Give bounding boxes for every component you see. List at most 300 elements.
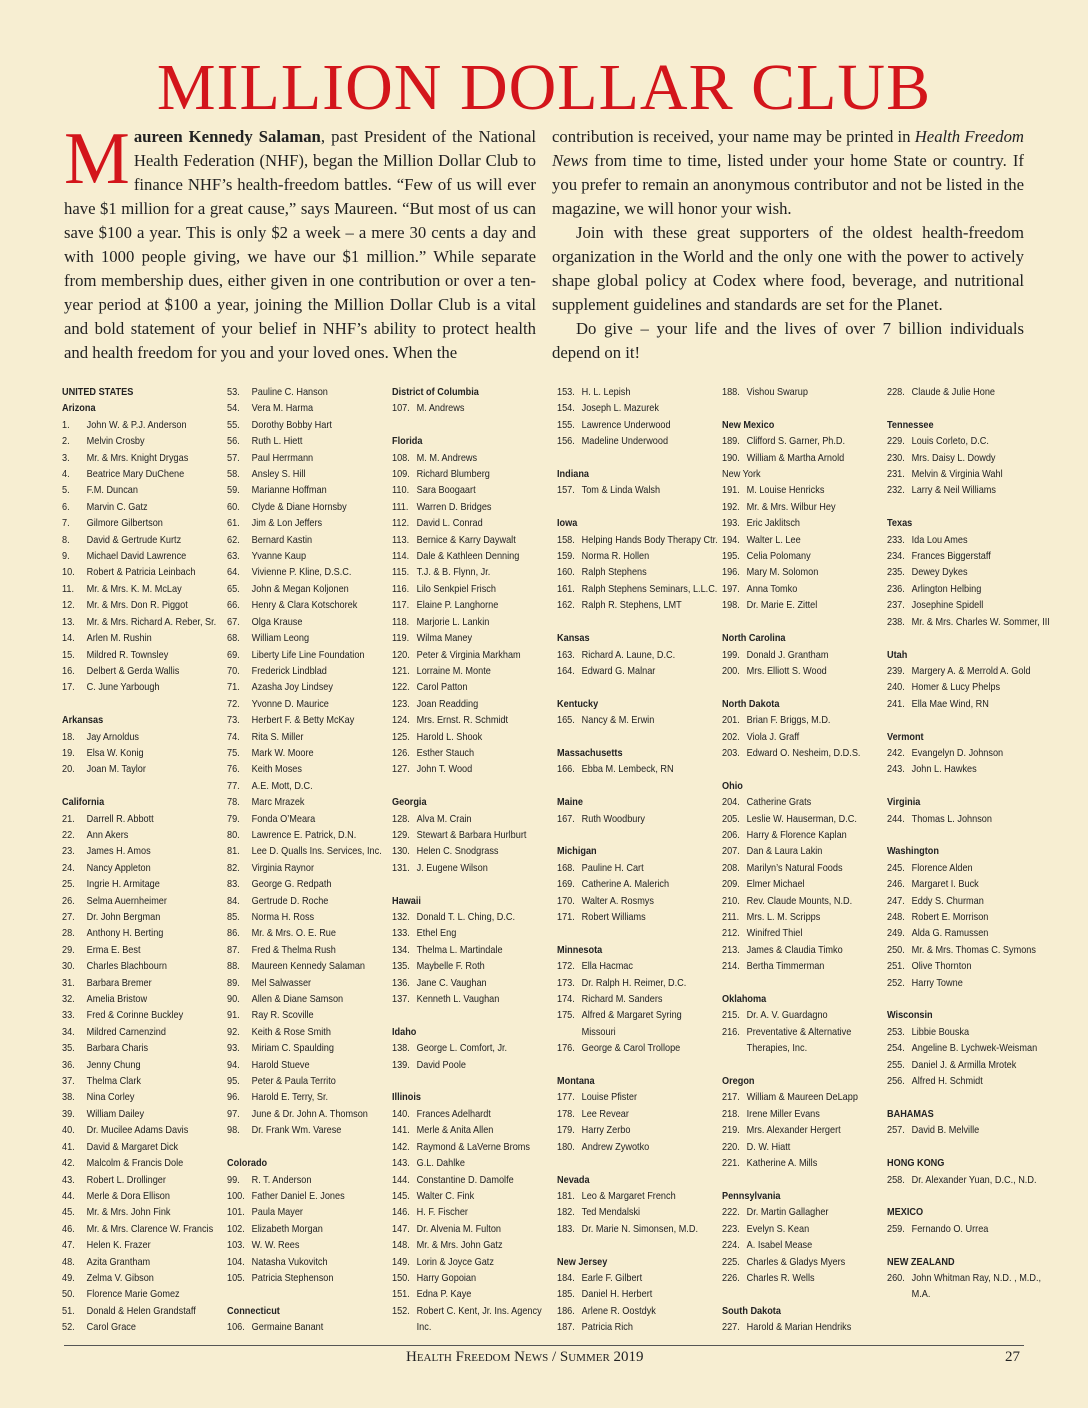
region-heading: Texas xyxy=(887,518,913,530)
entry-name: Azasha Joy Lindsey xyxy=(251,682,333,694)
member-entry xyxy=(62,516,207,532)
member-entry xyxy=(62,877,207,893)
entry-name: Jay Arnoldus xyxy=(86,731,139,743)
entry-number: 118. xyxy=(392,616,410,628)
member-entry xyxy=(392,615,537,631)
entry-name: Richard Blumberg xyxy=(416,469,490,481)
entry-number: 29. xyxy=(62,944,75,956)
footer-title: Health Freedom News / Summer 2019 xyxy=(406,1349,644,1365)
region-heading: Oklahoma xyxy=(722,994,767,1006)
entry-name: Father Daniel E. Jones xyxy=(251,1190,345,1202)
member-entry xyxy=(887,894,1032,910)
region-heading: Maine xyxy=(557,797,583,809)
member-entry xyxy=(887,861,1032,877)
member-entry xyxy=(557,910,702,926)
member-entry xyxy=(722,746,867,762)
member-entry xyxy=(227,910,372,926)
member-entry xyxy=(722,730,867,746)
entry-number: 231. xyxy=(887,469,905,481)
entry-name: Walter C. Fink xyxy=(416,1190,475,1202)
entry-number: 235. xyxy=(887,567,905,579)
entry-name: Nancy Appleton xyxy=(86,862,151,874)
region-heading: South Dakota xyxy=(722,1305,781,1317)
entry-number: 9. xyxy=(62,551,70,563)
member-column-1 xyxy=(62,385,227,1337)
member-entry xyxy=(722,1255,867,1271)
entry-number: 199. xyxy=(722,649,740,661)
entry-number: 182. xyxy=(557,1207,575,1219)
member-entry xyxy=(227,1058,372,1074)
entry-number: 63. xyxy=(227,551,240,563)
member-entry xyxy=(887,1173,1037,1189)
entry-number: 87. xyxy=(227,944,240,956)
entry-number: 242. xyxy=(887,747,905,759)
entry-name: Alfred H. Schmidt xyxy=(911,1076,983,1088)
member-entry xyxy=(227,1222,372,1238)
entry-number: 217. xyxy=(722,1092,740,1104)
entry-number: 258. xyxy=(887,1174,905,1186)
member-entry xyxy=(887,434,1032,450)
member-entry xyxy=(62,910,207,926)
region-heading: Georgia xyxy=(392,797,427,809)
entry-number: 32. xyxy=(62,994,75,1006)
intro-paragraph-2: Join with these great supporters of the oldest health-freedom organization in the World and the only one with the power to actively shape global policy at Codex where food, beverage, and nutritional supplement guidelines and standards are set for the Planet. xyxy=(552,223,1024,314)
entry-number: 1. xyxy=(62,419,70,431)
entry-number: 157. xyxy=(557,485,575,497)
member-entry-continuation: Inc. xyxy=(416,1322,432,1334)
member-entry xyxy=(722,1205,867,1221)
entry-name: Helen C. Snodgrass xyxy=(416,846,499,858)
member-column-4 xyxy=(557,385,722,1337)
entry-name: J. Eugene Wilson xyxy=(416,862,488,874)
entry-number: 207. xyxy=(722,846,740,858)
member-entry xyxy=(227,549,372,565)
member-entry xyxy=(227,894,372,910)
entry-number: 16. xyxy=(62,665,75,677)
member-entry xyxy=(227,648,372,664)
member-entry xyxy=(227,959,372,975)
member-entry xyxy=(392,1058,537,1074)
member-entry xyxy=(392,992,537,1008)
entry-number: 77. xyxy=(227,780,240,792)
member-entry xyxy=(62,861,207,877)
member-entry xyxy=(557,1008,702,1024)
entry-name: Margery A. & Merrold A. Gold xyxy=(911,665,1031,677)
entry-number: 250. xyxy=(887,944,905,956)
entry-number: 171. xyxy=(557,912,575,923)
entry-name: Earle F. Gilbert xyxy=(581,1272,643,1284)
entry-name: Dan & Laura Lakin xyxy=(746,846,823,858)
entry-number: 190. xyxy=(722,452,740,464)
entry-name: Carol Patton xyxy=(416,682,468,694)
entry-name: Melvin Crosby xyxy=(86,436,145,448)
entry-number: 80. xyxy=(227,829,240,841)
member-entry xyxy=(227,582,372,598)
entry-number: 161. xyxy=(557,583,575,595)
entry-number: 149. xyxy=(392,1256,410,1268)
member-entry xyxy=(557,1189,702,1205)
entry-name: Clifford S. Garner, Ph.D. xyxy=(746,436,846,448)
spacer xyxy=(392,1074,537,1090)
member-entry xyxy=(227,451,372,467)
entry-name: Walter A. Rosmys xyxy=(581,895,654,907)
member-entry xyxy=(62,1008,207,1024)
entry-number: 99. xyxy=(227,1174,240,1186)
entry-name: Constantine D. Damolfe xyxy=(416,1174,514,1186)
entry-name: Arlington Helbing xyxy=(911,583,982,595)
entry-name: Stewart & Barbara Hurlburt xyxy=(416,829,527,841)
entry-number: 234. xyxy=(887,551,905,563)
member-entry xyxy=(62,467,207,483)
entry-name: Fernando O. Urrea xyxy=(911,1223,989,1235)
member-entry xyxy=(722,451,867,467)
member-entry xyxy=(722,500,867,516)
member-entry xyxy=(392,500,537,516)
intro-paragraph-1a: , past President of the National Health Federation (NHF), began the Million Dollar Club to finance NHF’s health-freedom battles. “Few of us will ever have $1 million for a great cause,” says Maureen. “But most of us can save $100 a year. This is only $2 a week – a mere 30 cents a day and with 1000 people giving, we have our $1 million.” While separate from membership dues, either given in one contribution or over a ten-year period at $100 a year, joining the Million Dollar Club is a vital and bold statement of your belief in NHF’s ability to protect health and health freedom for you and your loved ones. When the xyxy=(64,127,536,362)
spacer xyxy=(722,976,867,992)
member-entry xyxy=(62,1123,207,1139)
member-entry xyxy=(62,533,207,549)
entry-number: 58. xyxy=(227,469,240,481)
entry-number: 166. xyxy=(557,764,575,776)
entry-name: Erma E. Best xyxy=(86,944,141,956)
member-entry xyxy=(887,1041,1038,1057)
entry-number: 30. xyxy=(62,961,75,973)
entry-name: June & Dr. John A. Thomson xyxy=(251,1108,368,1120)
entry-name: Mr. & Mrs. Knight Drygas xyxy=(86,452,189,464)
member-entry xyxy=(62,451,207,467)
entry-number: 47. xyxy=(62,1240,75,1252)
member-entry xyxy=(392,1156,537,1172)
entry-name: George L. Comfort, Jr. xyxy=(416,1043,508,1055)
spacer xyxy=(62,697,207,713)
member-entry xyxy=(62,943,207,959)
region-heading: Pennsylvania xyxy=(722,1190,781,1202)
entry-number: 197. xyxy=(722,583,740,595)
member-entry xyxy=(392,467,537,483)
member-entry xyxy=(227,598,372,614)
member-entry xyxy=(227,730,372,746)
entry-name: G.L. Dahlke xyxy=(416,1158,465,1170)
spacer xyxy=(722,680,867,696)
entry-number: 38. xyxy=(62,1092,75,1104)
entry-number: 48. xyxy=(62,1256,75,1268)
entry-number: 213. xyxy=(722,944,740,956)
intro-paragraph-1-continued xyxy=(552,125,1024,221)
member-entry xyxy=(227,1074,372,1090)
entry-name: Gilmore Gilbertson xyxy=(86,518,163,530)
entry-name: Fred & Thelma Rush xyxy=(251,944,336,956)
member-entry xyxy=(62,1271,207,1287)
member-entry xyxy=(722,598,867,614)
entry-number: 155. xyxy=(557,419,575,431)
entry-name: Mr. & Mrs. O. E. Rue xyxy=(251,928,336,940)
member-entry xyxy=(62,844,207,860)
entry-name: John Whitman Ray, N.D. , M.D., xyxy=(911,1272,1042,1284)
region-heading: Kansas xyxy=(557,633,590,645)
member-entry xyxy=(62,828,207,844)
intro-column-right xyxy=(552,125,1024,365)
entry-number: 15. xyxy=(62,649,75,661)
member-entry xyxy=(392,828,537,844)
entry-name: Harry & Florence Kaplan xyxy=(746,829,847,841)
entry-number: 181. xyxy=(557,1190,575,1202)
entry-name: Libbie Bouska xyxy=(911,1026,970,1038)
member-entry xyxy=(887,943,1036,959)
entry-name: Harold & Marian Hendriks xyxy=(746,1322,852,1334)
entry-number: 208. xyxy=(722,862,740,874)
entry-number: 91. xyxy=(227,1010,240,1022)
member-entry xyxy=(557,1140,702,1156)
member-entry xyxy=(62,1320,207,1336)
member-entry xyxy=(722,959,867,975)
entry-name: A. Isabel Mease xyxy=(746,1240,813,1252)
member-entry xyxy=(722,516,867,532)
member-entry xyxy=(557,1287,702,1303)
entry-name: Olga Krause xyxy=(251,616,303,628)
entry-number: 220. xyxy=(722,1141,740,1153)
entry-number: 248. xyxy=(887,912,905,923)
spacer xyxy=(887,1238,1032,1254)
member-entry xyxy=(62,434,207,450)
entry-number: 203. xyxy=(722,747,740,759)
member-entry xyxy=(392,549,537,565)
member-entry xyxy=(557,1107,702,1123)
entry-name: Viola J. Graff xyxy=(746,731,800,743)
entry-name: Robert E. Morrison xyxy=(911,912,989,923)
entry-number: 35. xyxy=(62,1043,75,1055)
entry-number: 194. xyxy=(722,534,740,546)
entry-name: Leo & Margaret French xyxy=(581,1190,676,1202)
spacer xyxy=(722,401,867,417)
entry-number: 132. xyxy=(392,912,410,923)
member-entry xyxy=(227,1173,372,1189)
spacer xyxy=(722,1173,867,1189)
intro-paragraph-1-continued-text: contribution is received, your name may be printed in xyxy=(552,127,915,146)
entry-name: Mr. & Mrs. John Gatz xyxy=(416,1240,503,1252)
entry-number: 168. xyxy=(557,862,575,874)
entry-number: 151. xyxy=(392,1289,410,1301)
region-heading: Arizona xyxy=(62,403,96,415)
entry-name: Wilma Maney xyxy=(416,633,473,645)
member-entry xyxy=(227,467,372,483)
entry-name: Elaine P. Langhorne xyxy=(416,600,499,612)
entry-name: Ella Mae Wind, RN xyxy=(911,698,989,710)
member-entry xyxy=(227,713,372,729)
entry-name: Frances Biggerstaff xyxy=(911,551,991,563)
entry-name: Helen K. Frazer xyxy=(86,1240,151,1252)
entry-name: M. Andrews xyxy=(416,403,465,415)
entry-name: Gertrude D. Roche xyxy=(251,895,329,907)
entry-number: 215. xyxy=(722,1010,740,1022)
entry-number: 216. xyxy=(722,1026,740,1038)
footer-rule xyxy=(64,1345,1024,1346)
entry-number: 129. xyxy=(392,829,410,841)
member-entry xyxy=(227,877,372,893)
member-entry xyxy=(62,418,207,434)
entry-number: 178. xyxy=(557,1108,575,1120)
entry-number: 188. xyxy=(722,387,740,398)
entry-number: 71. xyxy=(227,682,240,694)
member-entry xyxy=(62,1255,207,1271)
entry-name: Vishou Swarup xyxy=(746,387,808,398)
member-entry xyxy=(392,565,537,581)
entry-number: 73. xyxy=(227,715,240,727)
entry-number: 105. xyxy=(227,1272,245,1284)
member-entry xyxy=(62,631,207,647)
entry-name: Olive Thornton xyxy=(911,961,972,973)
entry-number: 86. xyxy=(227,928,240,940)
member-entry xyxy=(557,861,702,877)
member-entry xyxy=(62,1090,207,1106)
entry-name: Dr. John Bergman xyxy=(86,912,161,923)
region-heading: Iowa xyxy=(557,518,578,530)
entry-number: 17. xyxy=(62,682,75,694)
member-entry xyxy=(62,1287,207,1303)
intro-publication-name: Health Freedom News xyxy=(552,127,1024,170)
region-heading: NEW ZEALAND xyxy=(887,1256,955,1268)
entry-name: Mrs. Daisy L. Dowdy xyxy=(911,452,996,464)
entry-name: George & Carol Trollope xyxy=(581,1043,681,1055)
spacer xyxy=(227,1287,372,1303)
entry-number: 34. xyxy=(62,1026,75,1038)
intro-lead-name: aureen Kennedy Salaman xyxy=(133,127,321,146)
entry-number: 115. xyxy=(392,567,410,579)
entry-number: 131. xyxy=(392,862,410,874)
entry-number: 79. xyxy=(227,813,240,825)
entry-name: Marjorie L. Lankin xyxy=(416,616,490,628)
entry-number: 68. xyxy=(227,633,240,645)
entry-name: Harry Zerbo xyxy=(581,1125,631,1137)
entry-name: James H. Amos xyxy=(86,846,151,858)
entry-number: 101. xyxy=(227,1207,245,1219)
entry-name: Mrs. Ernst. R. Schmidt xyxy=(416,715,509,727)
member-entry xyxy=(557,549,702,565)
entry-name: Dale & Kathleen Denning xyxy=(416,551,520,563)
member-entry xyxy=(887,1058,1032,1074)
member-entry xyxy=(227,1205,372,1221)
entry-name: Eric Jaklitsch xyxy=(746,518,800,530)
entry-number: 141. xyxy=(392,1125,410,1137)
region-heading: Minnesota xyxy=(557,944,603,956)
member-entry xyxy=(227,943,372,959)
entry-number: 247. xyxy=(887,895,905,907)
entry-number: 67. xyxy=(227,616,240,628)
entry-name: M. Louise Henricks xyxy=(746,485,825,497)
spacer xyxy=(557,1156,702,1172)
entry-name: Henry & Clara Kotschorek xyxy=(251,600,358,612)
entry-number: 218. xyxy=(722,1108,740,1120)
member-entry xyxy=(722,582,867,598)
entry-number: 172. xyxy=(557,961,575,973)
entry-name: Ralph Stephens Seminars, L.L.C. xyxy=(581,583,718,595)
entry-name: Beatrice Mary DuChene xyxy=(86,469,185,481)
entry-name: Charles & Gladys Myers xyxy=(746,1256,846,1268)
entry-number: 260. xyxy=(887,1272,905,1284)
entry-name: William & Maureen DeLapp xyxy=(746,1092,858,1104)
member-entry xyxy=(62,730,207,746)
member-entry xyxy=(722,943,867,959)
entry-name: Catherine A. Malerich xyxy=(581,879,670,891)
member-entry xyxy=(722,1156,867,1172)
entry-name: Dr. Mucilee Adams Davis xyxy=(86,1125,189,1137)
region-heading: Nevada xyxy=(557,1174,590,1186)
member-entry xyxy=(62,648,207,664)
member-entry xyxy=(722,1107,867,1123)
entry-name: Walter L. Lee xyxy=(746,534,801,546)
entry-number: 66. xyxy=(227,600,240,612)
spacer xyxy=(392,779,537,795)
entry-name: Maybelle F. Roth xyxy=(416,961,485,973)
entry-name: Mildred Carnenzind xyxy=(86,1026,166,1038)
entry-number: 196. xyxy=(722,567,740,579)
member-entry xyxy=(722,1320,867,1336)
spacer xyxy=(557,500,702,516)
entry-number: 145. xyxy=(392,1190,410,1202)
member-entry xyxy=(227,401,372,417)
region-heading: Kentucky xyxy=(557,698,599,710)
member-column-2 xyxy=(227,385,392,1337)
member-entry xyxy=(227,516,372,532)
region-heading: Florida xyxy=(392,436,423,448)
entry-name: Pauline C. Hanson xyxy=(251,387,328,398)
entry-name: Harold Stueve xyxy=(251,1059,310,1071)
member-entry xyxy=(557,598,702,614)
region-heading: Hawaii xyxy=(392,895,421,907)
entry-number: 225. xyxy=(722,1256,740,1268)
member-entry xyxy=(227,1123,372,1139)
entry-number: 222. xyxy=(722,1207,740,1219)
entry-number: 127. xyxy=(392,764,410,776)
entry-name: Nancy & M. Erwin xyxy=(581,715,655,727)
member-entry xyxy=(557,533,718,549)
entry-name: Natasha Vukovitch xyxy=(251,1256,328,1268)
spacer xyxy=(557,926,702,942)
entry-number: 104. xyxy=(227,1256,245,1268)
entry-number: 27. xyxy=(62,912,75,923)
entry-name: Lorraine M. Monte xyxy=(416,665,491,677)
entry-number: 120. xyxy=(392,649,410,661)
entry-name: Liberty Life Line Foundation xyxy=(251,649,365,661)
entry-number: 134. xyxy=(392,944,410,956)
entry-number: 128. xyxy=(392,813,410,825)
entry-number: 245. xyxy=(887,862,905,874)
entry-name: F.M. Duncan xyxy=(86,485,138,497)
entry-number: 111. xyxy=(392,501,409,513)
entry-number: 65. xyxy=(227,583,240,595)
entry-name: Jenny Chung xyxy=(86,1059,141,1071)
region-label: New York xyxy=(722,469,761,481)
entry-name: Charles Blachbourn xyxy=(86,961,167,973)
member-entry xyxy=(62,549,207,565)
entry-number: 72. xyxy=(227,698,240,710)
entry-name: Dorothy Bobby Hart xyxy=(251,419,332,431)
entry-name: M. M. Andrews xyxy=(416,452,478,464)
entry-number: 150. xyxy=(392,1272,410,1284)
spacer xyxy=(887,631,1032,647)
page-title: MILLION DOLLAR CLUB xyxy=(156,51,932,124)
entry-number: 22. xyxy=(62,829,75,841)
entry-number: 241. xyxy=(887,698,905,710)
entry-name: Dr. Frank Wm. Varese xyxy=(251,1125,342,1137)
member-entry xyxy=(557,434,702,450)
member-entry xyxy=(392,1271,537,1287)
entry-number: 78. xyxy=(227,797,240,809)
spacer xyxy=(887,992,1032,1008)
entry-number: 95. xyxy=(227,1076,240,1088)
member-entry xyxy=(62,762,207,778)
member-entry xyxy=(887,812,1032,828)
